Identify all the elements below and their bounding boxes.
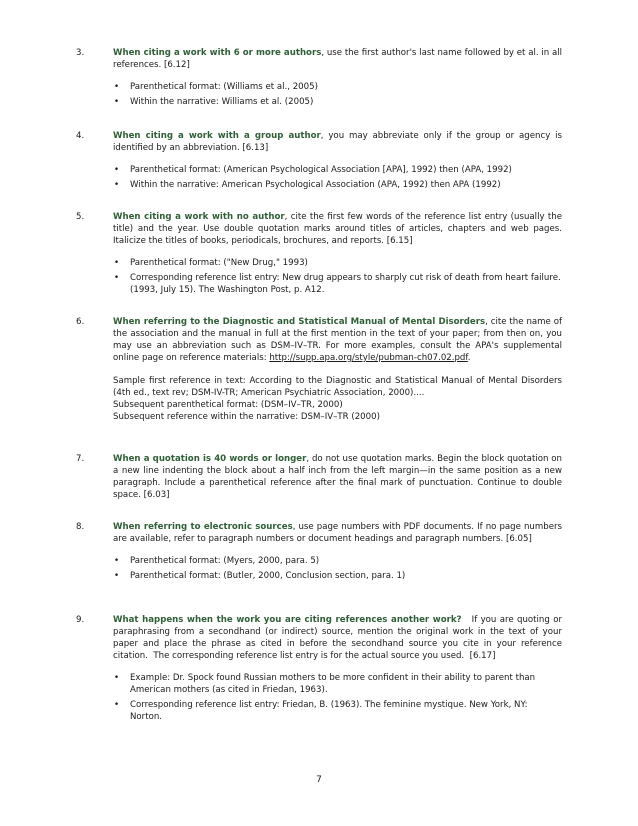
item-body (113, 614, 565, 723)
bullet-item: • Parenthetical format: (Myers, 2000, para. 5) (113, 555, 562, 567)
item-text: , do not use quotation marks. Begin the block quotation on a new line indenting the block about a half inch from the left margin—in the same position as a new paragraph. Include a parenthetical reference after the final mark of punctuation. Continue to double space. [6.03] (113, 454, 563, 500)
bullet-item: • Parenthetical format: (Williams et al., 2005) (113, 81, 562, 93)
item-heading: When citing a work with a group author (113, 131, 321, 141)
item-heading: When referring to the Diagnostic and Statistical Manual of Mental Disorders (113, 317, 486, 327)
bullet-list (113, 672, 562, 723)
item-heading: When referring to electronic sources (113, 522, 293, 532)
item-text: , cite the name of the association and the manual in full at the first mention in the text of your paper; from then on, you may use an abbreviation such as DSM–IV–TR. For more examples, consult the APA's supplemental online page on reference materials: (113, 317, 562, 363)
bullet-list (113, 555, 562, 582)
bullet-item: • Parenthetical format: (American Psychological Association [APA], 1992) then (APA, 1992) (113, 164, 562, 176)
item-text: , you may abbreviate only if the group or agency is identified by an abbreviation. [6.13] (113, 131, 562, 153)
item-heading: When citing a work with 6 or more authors (113, 48, 322, 58)
item-number: 5. (76, 212, 85, 222)
item-paragraph (113, 614, 565, 662)
bullet-item: • Parenthetical format: ("New Drug," 1993) (113, 257, 562, 269)
item-body (113, 316, 562, 423)
item-body (113, 211, 562, 296)
sample-reference: Subsequent parenthetical format: (DSM–IV–TR, 2000) (113, 400, 343, 410)
item-number: 8. (76, 522, 85, 532)
item-body (113, 521, 562, 582)
bullet-item: • Within the narrative: American Psychological Association (APA, 1992) then APA (1992) (113, 179, 562, 191)
item-heading: When a quotation is 40 words or longer (113, 454, 307, 464)
item-paragraph (113, 453, 562, 501)
item-text: , use the first author's last name followed by et al. in all references. [6.12] (113, 48, 563, 70)
bullet-list (113, 164, 562, 191)
item-text: If you are quoting or paraphrasing from a secondhand (or indirect) source, mention the original work in the text of your paper and place the phrase as cited in before the secondhand source you cite in your reference citation. The corresponding reference list entry is for the actual source you used. [6.17] (113, 615, 565, 661)
item-number: 3. (76, 48, 85, 58)
item-text: , cite the first few words of the reference list entry (usually the title) and the year. Use double quotation marks around titles of articles, chapters and web pages. Italicize the titles of books, periodicals, brochures, and reports. [6.15] (113, 212, 562, 246)
item-paragraph (113, 130, 562, 154)
item-number: 9. (76, 615, 85, 625)
bullet-item: • Within the narrative: Williams et al. (2005) (113, 96, 562, 108)
item-number: 6. (76, 317, 85, 327)
bullet-list (113, 257, 562, 296)
item-text: . (467, 353, 471, 363)
item-paragraph (113, 316, 562, 364)
bullet-item: • Corresponding reference list entry: Friedan, B. (1963). The feminine mystique. New York, NY: Norton. (113, 699, 562, 723)
item-paragraph (113, 211, 562, 247)
item-paragraph (113, 521, 562, 545)
bullet-item: • Corresponding reference list entry: New drug appears to sharply cut risk of death from heart failure. (1993, July 15). The Washington Post, p. A12. (113, 272, 562, 296)
item-paragraph (113, 47, 562, 71)
bullet-item: • Parenthetical format: (Butler, 2000, Conclusion section, para. 1) (113, 570, 562, 582)
page-number: 7 (316, 775, 322, 785)
bullet-list (113, 81, 562, 108)
reference-link[interactable]: http://supp.apa.org/style/pubman-ch07.02.pdf (269, 353, 468, 363)
bullet-item: • Example: Dr. Spock found Russian mothers to be more confident in their ability to parent than American mothers (as cited in Friedan, 1963). (113, 672, 562, 696)
item-body (113, 453, 562, 501)
item-number: 4. (76, 131, 85, 141)
item-heading: What happens when the work you are citing references another work? (113, 615, 462, 625)
item-body (113, 47, 562, 108)
sample-reference: Sample first reference in text: According to the Diagnostic and Statistical Manual of Mental Disorders (4th ed., text rev; DSM-IV-TR; American Psychiatric Association, 2000).... (113, 376, 562, 398)
item-text: , use page numbers with PDF documents. If no page numbers are available, refer to paragraph numbers or document headings and paragraph numbers. [6.05] (113, 522, 562, 544)
item-number: 7. (76, 454, 85, 464)
item-body (113, 130, 562, 191)
item-heading: When citing a work with no author (113, 212, 285, 222)
sample-reference: Subsequent reference within the narrative: DSM–IV–TR (2000) (113, 412, 380, 422)
